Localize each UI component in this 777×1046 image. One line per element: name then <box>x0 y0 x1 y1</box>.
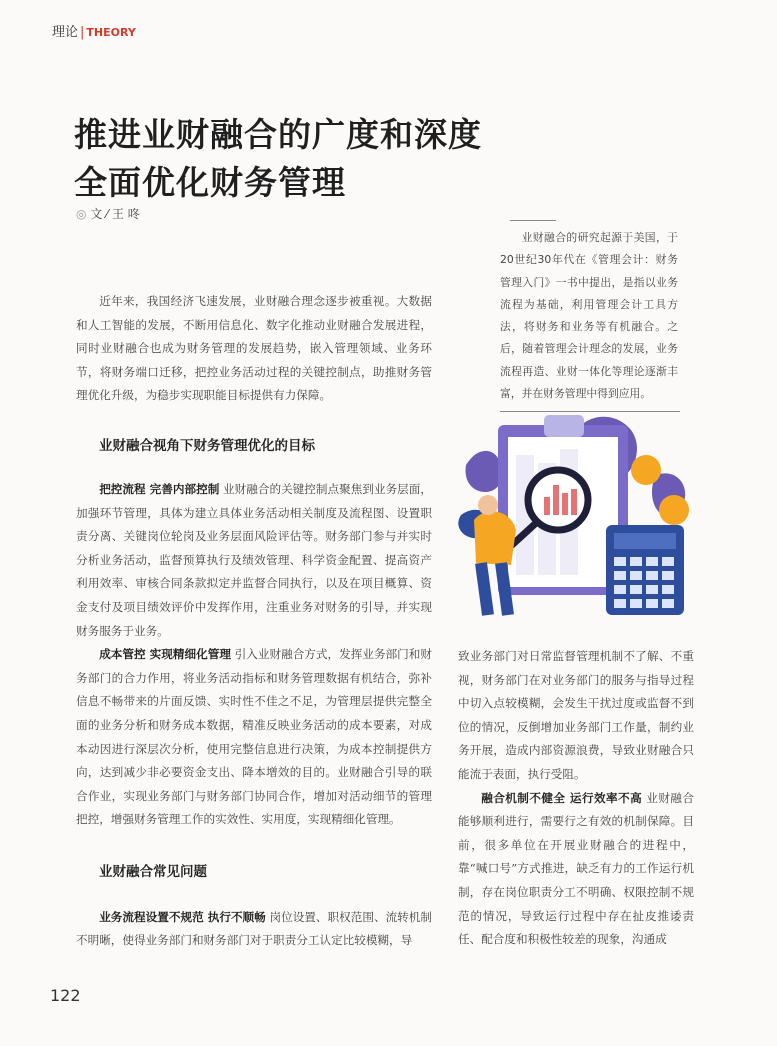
article-title <box>74 111 482 207</box>
section2-heading: 业财融合常见问题 <box>99 863 207 880</box>
theory-label: THEORY <box>86 26 136 39</box>
section1-p1-lead: 把控流程 完善内部控制 <box>99 481 220 496</box>
page-number: 122 <box>50 986 81 1005</box>
person-head <box>478 495 498 515</box>
person-shirt <box>474 511 516 565</box>
sidebar-text: 业财融合的研究起源于美国，于20世纪30年代在《管理会计：财务管理入门》一书中提出，是指以业务流程为基础，利用管理会计工具方法，将财务和业务等有机融合。之后，随着管理会计理念的发展，业务流程再造、业财一体化等理论逐渐丰富，并在财务管理中得到应用。 <box>500 231 678 401</box>
title-line-2: 全面优化财务管理 <box>74 163 346 202</box>
right-p2-lead: 融合机制不健全 运行效率不高 <box>481 790 643 805</box>
section1-p1-body: 业财融合的关键控制点聚焦到业务层面，加强环节管理，具体为建立具体业务活动相关制度及流程图、设置职责分离、关键岗位轮岗及业务层面风险评估等。财务部门参与并实时分析业务活动，监督预算执行及绩效管理、科学资金配置、提高资产利用效率、审核合同条款拟定并监督合同执行，以及在项目概算、资金支付及项目绩效评价中发挥作用，注重业务对财务的引导，并实现财务服务于业务。 <box>76 481 432 638</box>
byline <box>76 205 140 222</box>
section2-p1-body: 岗位设置、职权范围、流转机制不明晰，使得业务部门和财务部门对于职责分工认定比较模糊，导 <box>76 909 432 948</box>
coin-icon-1 <box>631 455 661 485</box>
magnifier-bar-1 <box>544 497 550 515</box>
right-paragraph-2 <box>458 787 694 952</box>
left-column <box>76 290 432 953</box>
intro-paragraph: 近年来，我国经济飞速发展，业财融合理念逐步被重视。大数据和人工智能的发展，不断用信息化、数字化推动业财融合发展进程，同时业财融合也成为财务管理的发展趋势，嵌入管理领域、业务环节，将财务端口迁移，把控业务活动过程的关键控制点，助推财务管理优化升级，为稳步实现职能目标提供有力保障。 <box>76 294 432 403</box>
calculator-display <box>614 533 676 549</box>
header-separator: | <box>80 25 85 40</box>
section1-p2-lead: 成本管控 实现精细化管理 <box>99 647 231 662</box>
clipboard-clip <box>544 415 584 437</box>
person-legs <box>481 563 508 615</box>
right-column <box>458 645 694 952</box>
section-label: 理论 <box>52 25 79 40</box>
right-p2-body: 业财融合能够顺利进行，需要行之有效的机制保障。目前，很多单位在开展业财融合的进程中，靠“喊口号”方式推进，缺乏有力的工作运行机制，存在岗位职责分工不明确、权限控制不规范的情况，导致运行过程中存在扯皮推诿责任、配合度和积极性较差的现象，沟通成 <box>458 790 694 947</box>
sidebar-note <box>500 220 678 412</box>
title-line-1: 推进业财融合的广度和深度 <box>74 115 482 154</box>
page-header <box>52 21 136 40</box>
section1-paragraph-1 <box>76 478 432 643</box>
section1-heading: 业财融合视角下财务管理优化的目标 <box>99 437 315 454</box>
magnifier-bar-2 <box>553 485 559 515</box>
sidebar-top-rule <box>510 220 556 221</box>
magnifier-bar-4 <box>571 489 577 515</box>
coin-icon-2 <box>659 495 689 525</box>
section1-p2-body: 引入业财融合方式，发挥业务部门和财务部门的合力作用，将业务活动指标和财务管理数据有机结合，弥补信息不畅带来的片面反馈、实时性不佳之不足，为管理层提供完整全面的业务分析和财务成本数据，精准反映业务活动的成本要素，对成本动因进行深层次分析，使用完整信息进行决策，为成本控制提供方向，达到减少非必要资金支出、降本增效的目的。业财融合引导的联合作业，实现业务部门与财务部门协同合作，增加对活动细节的管理把控，增强财务管理工作的实效性、实用度，实现精细化管理。 <box>76 647 432 827</box>
section2-p1-lead: 业务流程设置不规范 执行不顺畅 <box>99 909 266 924</box>
magnifier-bar-3 <box>562 493 568 515</box>
author: 文 ⁄ 王 咚 <box>90 207 140 221</box>
leaf-left <box>466 451 502 492</box>
section2-paragraph-1 <box>76 906 432 953</box>
finance-illustration <box>456 405 692 623</box>
byline-mark-icon: ◎ <box>76 207 87 221</box>
section1-paragraph-2 <box>76 643 432 832</box>
right-paragraph-1: 致业务部门对日常监督管理机制不了解、不重视，财务部门在对业务部门的服务与指导过程中切入点较模糊，会发生干扰过度或监督不到位的情况，反倒增加业务部门工作量，制约业务开展，造成内部资源浪费，导致业财融合只能流于表面，执行受阻。 <box>458 649 694 781</box>
